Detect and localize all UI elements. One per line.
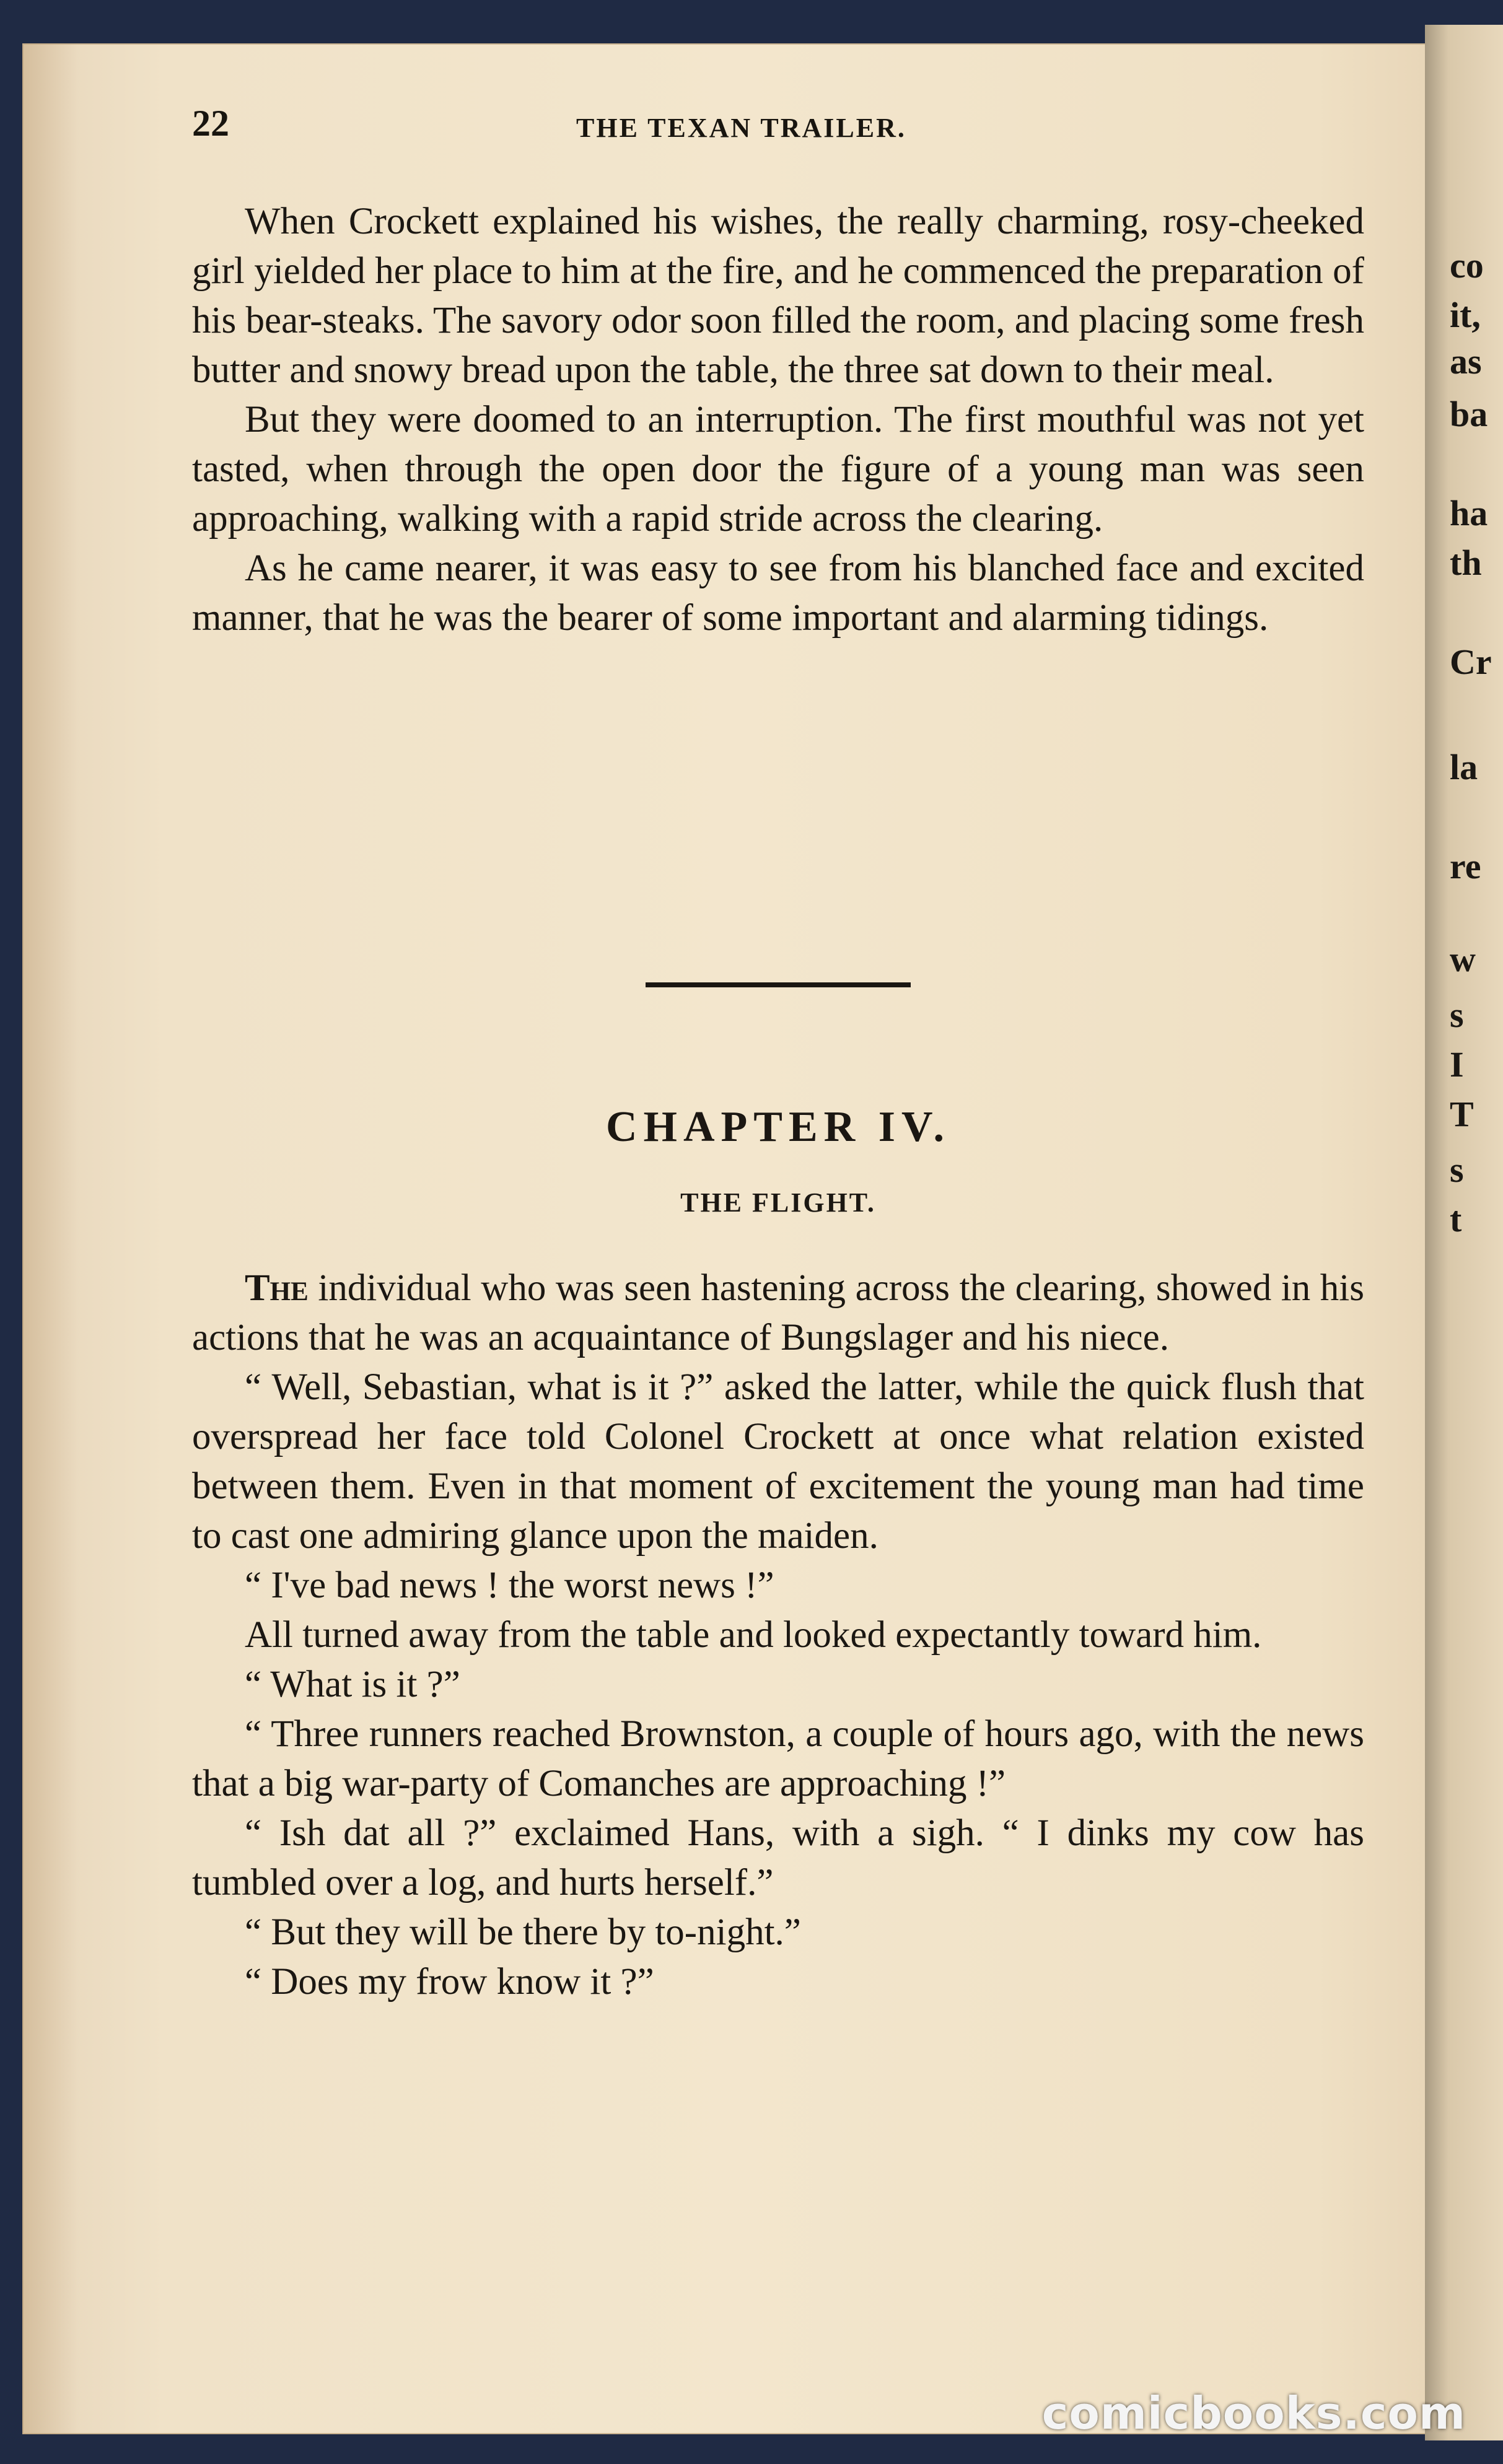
page-header: [192, 102, 1369, 152]
facing-page-fragment: th: [1450, 543, 1482, 583]
paragraph: “ Well, Sebastian, what is it ?” asked the latter, while the quick flush that overspread her face told Colonel Crockett at once what relation existed between them. Even in that moment of excitement the young man had time to cast one admiring glance upon the maiden.: [192, 1366, 1364, 1557]
paragraph: As he came nearer, it was easy to see from his blanched face and excited manner, that he was the bearer of some important and alarming tidings.: [192, 548, 1364, 639]
chapter-subtitle: THE FLIGHT.: [680, 1187, 876, 1218]
facing-page-fragment: t: [1450, 1199, 1462, 1239]
paragraph-text: individual who was seen hastening across the clearing, showed in his actions that he was an acquaintance of Bungslager and his niece.: [192, 1267, 1364, 1358]
paragraph: “ What is it ?”: [245, 1664, 460, 1705]
running-title: THE TEXAN TRAILER.: [576, 113, 906, 143]
section-divider: [646, 982, 911, 987]
facing-page-fragment: ha: [1450, 493, 1488, 533]
facing-page-fragment: it,: [1450, 295, 1481, 335]
paragraph: “ Does my frow know it ?”: [245, 1961, 654, 2003]
facing-page-fragment: as: [1450, 341, 1482, 382]
paragraph: [192, 1264, 1364, 1363]
paragraph: “ Three runners reached Brownston, a couple of hours ago, with the news that a big war-party of Comanches are approaching !”: [192, 1713, 1364, 1804]
paragraph: All turned away from the table and looked expectantly toward him.: [245, 1614, 1262, 1656]
facing-page-fragment: Cr: [1450, 642, 1492, 682]
paragraph: “ But they will be there by to-night.”: [245, 1911, 801, 1953]
facing-page-fragment: T: [1450, 1094, 1474, 1134]
watermark: comicbooks.com: [1041, 2387, 1466, 2439]
paragraph: “ I've bad news ! the worst news !”: [245, 1565, 774, 1606]
facing-page-fragment: s: [1450, 1150, 1464, 1190]
paragraph: “ Ish dat all ?” exclaimed Hans, with a sigh. “ I dinks my cow has tumbled over a log, and hurts herself.”: [192, 1812, 1364, 1903]
chapter-title: CHAPTER IV.: [605, 1103, 950, 1151]
paragraph: When Crockett explained his wishes, the really charming, rosy-cheeked girl yielded her place to him at the fire, and he commenced the preparation of his bear-steaks. The savory odor soon filled the room, and placing some fresh butter and snowy bread upon the table, the three sat down to their meal.: [192, 201, 1364, 391]
text-block-top: [192, 197, 1364, 643]
text-block-bottom: [192, 1264, 1364, 2007]
facing-page-edge: [1425, 25, 1503, 2440]
facing-page-fragment: s: [1450, 995, 1464, 1035]
facing-page-fragment: re: [1450, 846, 1481, 886]
facing-page-fragment: co: [1450, 245, 1484, 286]
chapter-lead-word: The: [245, 1267, 309, 1309]
facing-page-fragment: ba: [1450, 394, 1488, 434]
facing-page-fragment: I: [1450, 1044, 1464, 1085]
facing-page-fragment: la: [1450, 747, 1478, 787]
paragraph: But they were doomed to an interruption. The first mouthful was not yet tasted, when through the open door the figure of a young man was seen approaching, walking with a rapid stride across the clearing.: [192, 399, 1364, 540]
facing-page-fragment: w: [1450, 939, 1476, 979]
page-number: 22: [192, 103, 229, 144]
